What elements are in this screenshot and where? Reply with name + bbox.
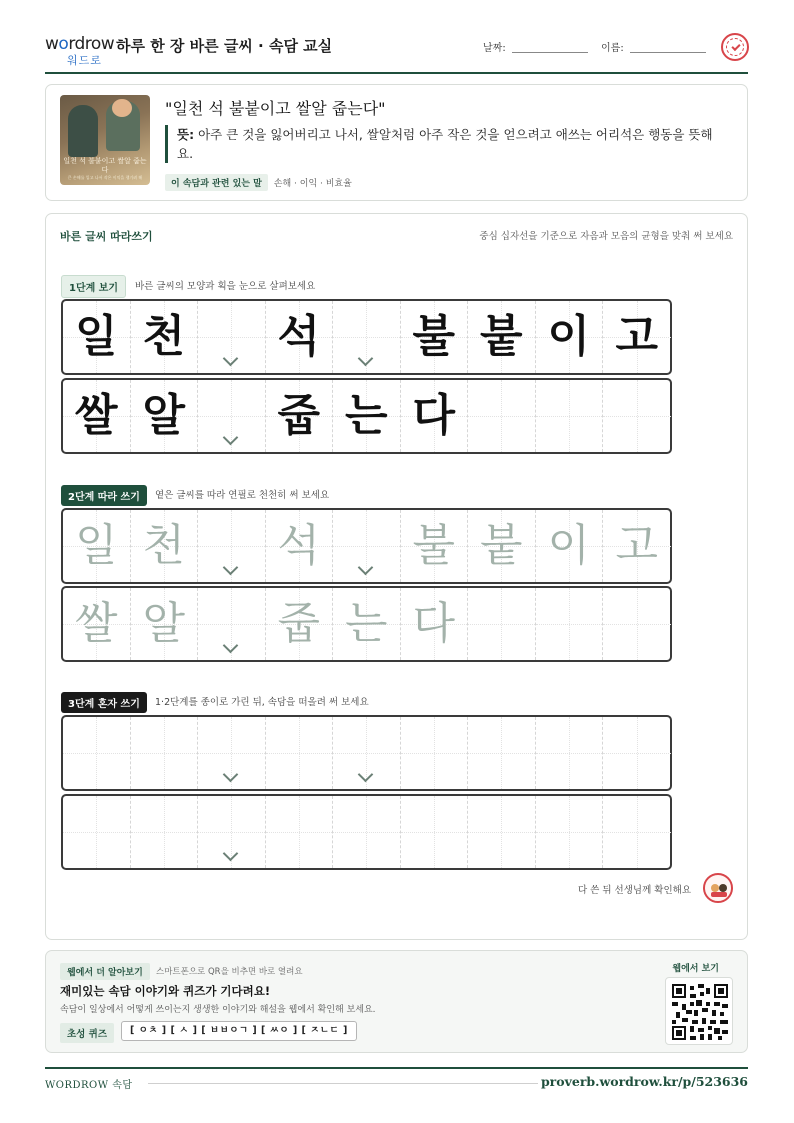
practice-glyph: 는 bbox=[344, 390, 388, 441]
writing-cell bbox=[603, 380, 671, 452]
practice-glyph: 이 bbox=[547, 311, 590, 362]
writing-cell bbox=[468, 301, 536, 373]
practice-panel bbox=[45, 213, 748, 940]
space-mark-icon bbox=[223, 560, 239, 576]
practice-glyph: 일 bbox=[74, 311, 118, 362]
related-list: 손해 · 이익 · 비효율 bbox=[273, 179, 352, 189]
proverb-card bbox=[45, 84, 748, 201]
meaning-box bbox=[165, 125, 725, 163]
writing-cell bbox=[536, 301, 604, 373]
writing-cell bbox=[131, 301, 199, 373]
writing-cell[interactable] bbox=[536, 717, 604, 789]
writing-cell[interactable] bbox=[131, 796, 199, 868]
page-title: 하루 한 장 바른 글씨 · 속담 교실 bbox=[116, 37, 333, 55]
web-promo-box bbox=[45, 950, 748, 1053]
writing-cell[interactable] bbox=[603, 510, 671, 582]
writing-cell bbox=[63, 301, 131, 373]
writing-cell bbox=[603, 301, 671, 373]
practice-glyph: 이 bbox=[547, 520, 590, 571]
proverb-title: "일천 석 불붙이고 쌀알 줍는다" bbox=[165, 99, 386, 118]
quiz-label: 초성 퀴즈 bbox=[60, 1023, 114, 1043]
check-stamp-icon bbox=[721, 33, 749, 61]
step1-desc: 바른 글씨의 모양과 획을 눈으로 살펴보세요 bbox=[135, 281, 316, 292]
writing-cell[interactable] bbox=[198, 588, 266, 660]
writing-cell[interactable] bbox=[401, 717, 469, 789]
web-tag: 웹에서 더 알아보기 bbox=[60, 963, 150, 980]
space-mark-icon bbox=[223, 846, 239, 862]
practice-glyph: 쌀 bbox=[74, 598, 118, 649]
writing-cell[interactable] bbox=[198, 796, 266, 868]
illustration-caption-small: 큰 손해를 입고 나서 작은 이익을 챙기려 해 bbox=[67, 175, 143, 180]
step2-tag: 2단계 따라 쓰기 bbox=[61, 485, 147, 506]
writing-cell[interactable] bbox=[468, 796, 536, 868]
logo-subtitle: 워드로 bbox=[67, 54, 102, 67]
practice-glyph: 불 bbox=[412, 311, 455, 362]
writing-cell[interactable] bbox=[63, 796, 131, 868]
writing-cell[interactable] bbox=[63, 717, 131, 789]
meaning-text: 아주 큰 것을 잃어버리고 나서, 쌀알처럼 아주 작은 것을 얻으려고 애쓰는 어리석은 행동을 뜻해요. bbox=[177, 127, 713, 161]
footer-rule bbox=[148, 1083, 538, 1084]
meaning-key: 뜻: bbox=[177, 127, 195, 142]
related-label: 이 속담과 관련 있는 말 bbox=[165, 174, 268, 191]
writing-cell[interactable] bbox=[468, 510, 536, 582]
chosung-quiz: [ ㅇㅊ ] [ ㅅ ] [ ㅂㅂㅇㄱ ] [ ㅆㅇ ] [ ㅈㄴㄷ ] bbox=[121, 1021, 357, 1041]
writing-cell[interactable] bbox=[333, 717, 401, 789]
writing-cell[interactable] bbox=[266, 588, 334, 660]
writing-cell[interactable] bbox=[266, 510, 334, 582]
writing-cell[interactable] bbox=[333, 510, 401, 582]
writing-cell[interactable] bbox=[131, 510, 199, 582]
practice-glyph: 줍 bbox=[277, 390, 320, 441]
practice-glyph: 알 bbox=[142, 598, 185, 649]
teacher-check-note: 다 쓴 뒤 선생님께 확인해요 bbox=[577, 885, 691, 896]
step2-desc: 옅은 글씨를 따라 연필로 천천히 써 보세요 bbox=[155, 490, 330, 501]
practice-glyph: 석 bbox=[277, 520, 320, 571]
web-headline: 재미있는 속담 이야기와 퀴즈가 기다려요! bbox=[60, 984, 271, 998]
step3-tag: 3단계 혼자 쓰기 bbox=[61, 692, 147, 713]
writing-cell bbox=[536, 380, 604, 452]
writing-cell[interactable] bbox=[333, 588, 401, 660]
footer-divider bbox=[45, 1067, 748, 1069]
practice-glyph: 다 bbox=[412, 598, 455, 649]
step3-row-1[interactable] bbox=[61, 715, 672, 791]
writing-cell bbox=[401, 380, 469, 452]
teacher-stamp-icon bbox=[703, 873, 733, 903]
space-mark-icon bbox=[358, 560, 374, 576]
writing-cell[interactable] bbox=[603, 796, 671, 868]
writing-cell[interactable] bbox=[536, 796, 604, 868]
writing-cell[interactable] bbox=[536, 588, 604, 660]
step3-row-2[interactable] bbox=[61, 794, 672, 870]
practice-glyph: 천 bbox=[142, 311, 185, 362]
practice-glyph: 고 bbox=[615, 520, 658, 571]
space-mark-icon bbox=[223, 351, 239, 367]
writing-cell[interactable] bbox=[603, 717, 671, 789]
writing-cell bbox=[401, 301, 469, 373]
practice-glyph: 붙 bbox=[479, 311, 523, 362]
date-field[interactable] bbox=[512, 52, 588, 53]
writing-cell[interactable] bbox=[63, 510, 131, 582]
writing-cell bbox=[266, 301, 334, 373]
wordrow-logo: wordrow bbox=[45, 34, 115, 54]
practice-glyph: 알 bbox=[142, 390, 185, 441]
writing-cell bbox=[333, 301, 401, 373]
writing-cell[interactable] bbox=[333, 796, 401, 868]
illustration-caption: 일천 석 불붙이고 쌀알 줍는다 bbox=[63, 157, 147, 174]
practice-glyph: 쌀 bbox=[74, 390, 118, 441]
writing-cell[interactable] bbox=[131, 717, 199, 789]
writing-cell[interactable] bbox=[536, 510, 604, 582]
writing-cell[interactable] bbox=[63, 588, 131, 660]
writing-cell bbox=[333, 380, 401, 452]
space-mark-icon bbox=[223, 767, 239, 783]
step2-row-2[interactable] bbox=[61, 586, 672, 662]
footer-url[interactable]: proverb.wordrow.kr/p/523636 bbox=[540, 1074, 748, 1089]
writing-cell bbox=[63, 380, 131, 452]
writing-cell bbox=[266, 380, 334, 452]
practice-glyph: 불 bbox=[412, 520, 455, 571]
space-mark-icon bbox=[358, 767, 374, 783]
space-mark-icon bbox=[223, 638, 239, 654]
practice-title: 바른 글씨 따라쓰기 bbox=[60, 230, 153, 243]
writing-cell[interactable] bbox=[401, 510, 469, 582]
date-label: 날짜: bbox=[483, 43, 506, 54]
qr-code-icon[interactable] bbox=[665, 977, 733, 1045]
writing-cell[interactable] bbox=[198, 510, 266, 582]
step1-row-1 bbox=[61, 299, 672, 375]
related-words bbox=[165, 174, 352, 191]
writing-cell bbox=[131, 380, 199, 452]
practice-glyph: 다 bbox=[412, 390, 455, 441]
practice-glyph: 줍 bbox=[277, 598, 320, 649]
space-mark-icon bbox=[358, 351, 374, 367]
proverb-illustration bbox=[60, 95, 150, 185]
page-header bbox=[45, 30, 748, 74]
writing-cell[interactable] bbox=[468, 588, 536, 660]
space-mark-icon bbox=[223, 430, 239, 446]
step3-desc: 1·2단계를 종이로 가린 뒤, 속담을 떠올려 써 보세요 bbox=[155, 697, 369, 708]
writing-cell[interactable] bbox=[131, 588, 199, 660]
practice-glyph: 붙 bbox=[479, 520, 523, 571]
writing-cell bbox=[198, 301, 266, 373]
writing-cell[interactable] bbox=[198, 717, 266, 789]
web-description: 속담이 일상에서 어떻게 쓰이는지 생생한 이야기와 해설을 웹에서 확인해 보세요. bbox=[60, 1005, 376, 1015]
writing-cell[interactable] bbox=[468, 717, 536, 789]
web-hint: 스마트폰으로 QR을 비추면 바로 열려요 bbox=[156, 967, 303, 977]
step1-row-2 bbox=[61, 378, 672, 454]
writing-cell[interactable] bbox=[401, 588, 469, 660]
practice-glyph: 일 bbox=[74, 520, 118, 571]
writing-cell[interactable] bbox=[266, 796, 334, 868]
practice-glyph: 천 bbox=[142, 520, 185, 571]
writing-cell[interactable] bbox=[603, 588, 671, 660]
practice-glyph: 는 bbox=[344, 598, 388, 649]
footer-brand: WORDROW 속담 bbox=[45, 1080, 133, 1091]
name-label: 이름: bbox=[601, 43, 624, 54]
writing-cell bbox=[198, 380, 266, 452]
name-field[interactable] bbox=[630, 52, 706, 53]
step2-row-1[interactable] bbox=[61, 508, 672, 584]
qr-label: 웹에서 보기 bbox=[672, 964, 719, 974]
writing-cell bbox=[468, 380, 536, 452]
writing-cell[interactable] bbox=[266, 717, 334, 789]
step1-tag: 1단계 보기 bbox=[61, 275, 126, 298]
practice-glyph: 고 bbox=[615, 311, 658, 362]
practice-glyph: 석 bbox=[277, 311, 320, 362]
practice-note: 중심 십자선을 기준으로 자음과 모음의 균형을 맞춰 써 보세요 bbox=[479, 231, 733, 242]
writing-cell[interactable] bbox=[401, 796, 469, 868]
